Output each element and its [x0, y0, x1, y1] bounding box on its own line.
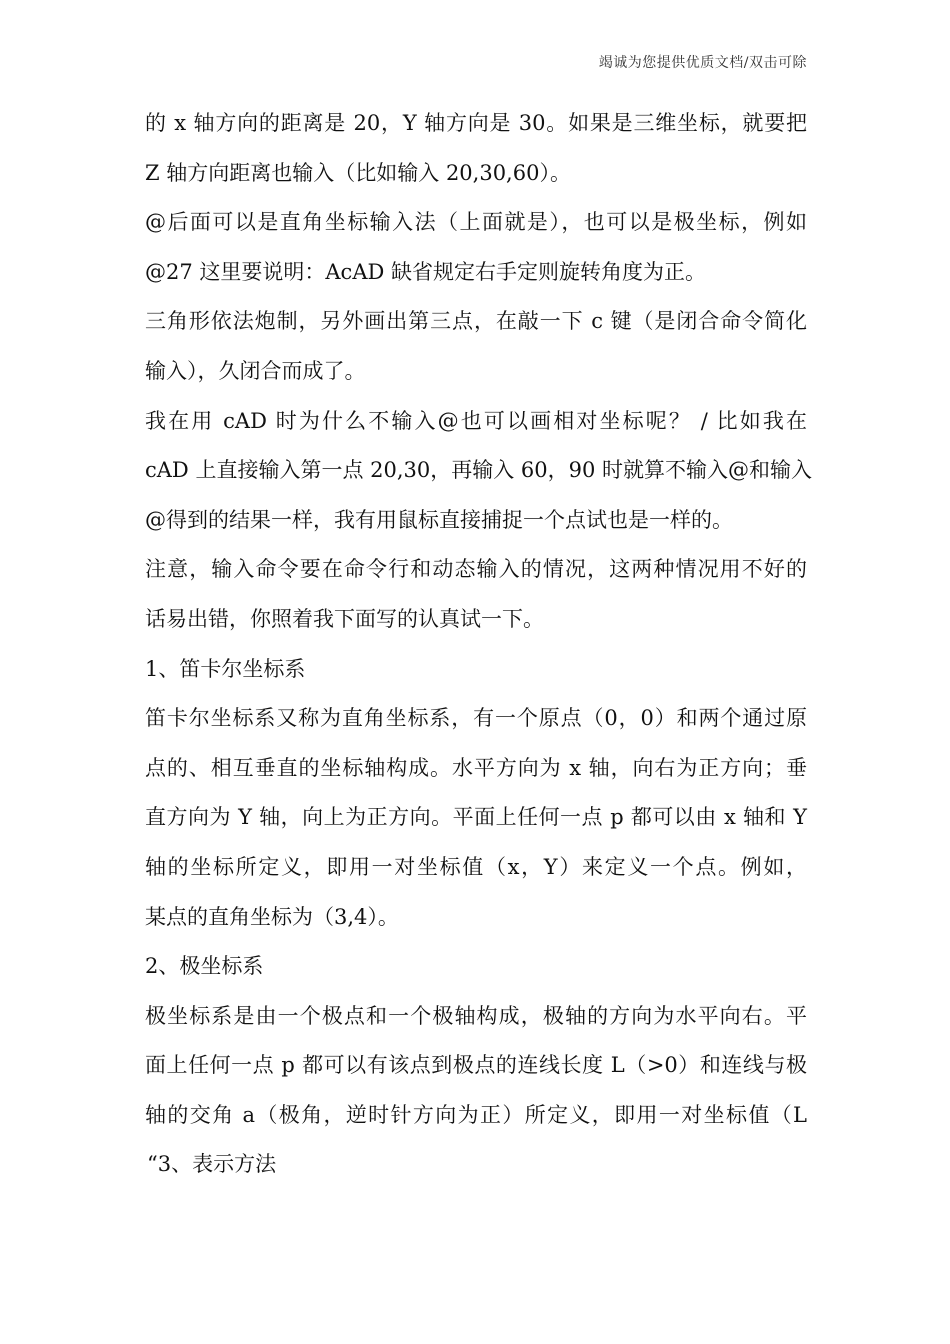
text-line: 轴的交角 a（极角，逆时针方向为正）所定义，即用一对坐标值（L [145, 1102, 807, 1127]
text-line: 某点的直角坐标为（3,4）。 [145, 904, 399, 929]
text-line: 输入），久闭合而成了。 [145, 358, 366, 383]
text-line: 我在用 cAD 时为什么不输入@也可以画相对坐标呢？ / 比如我在 [145, 408, 807, 433]
document-body [145, 99, 813, 1190]
text-line: 面上任何一点 p 都可以有该点到极点的连线长度 L（>0）和连线与极 [145, 1053, 807, 1078]
text-line: 三角形依法炮制，另外画出第三点，在敲一下 c 键（是闭合命令简化 [145, 309, 807, 334]
text-line: 轴的坐标所定义，即用一对坐标值（x，Y）来定义一个点。例如， [145, 854, 807, 879]
text-line: @得到的结果一样，我有用鼠标直接捕捉一个点试也是一样的。 [145, 507, 733, 532]
text-line: 笛卡尔坐标系又称为直角坐标系，有一个原点（0，0）和两个通过原 [145, 706, 807, 731]
text-line: 极坐标系是由一个极点和一个极轴构成，极轴的方向为水平向右。平 [145, 1003, 807, 1028]
section-heading: 2、极坐标系 [145, 954, 264, 979]
section-heading: “3、表示方法 [147, 1152, 277, 1177]
section-heading: 1、笛卡尔坐标系 [145, 656, 306, 681]
page-header: 竭诚为您提供优质文档/双击可除 [598, 55, 807, 71]
text-line: 直方向为 Y 轴，向上为正方向。平面上任何一点 p 都可以由 x 轴和 Y [145, 805, 807, 830]
text-line: Z 轴方向距离也输入（比如输入 20,30,60）。 [145, 160, 571, 185]
text-line: 点的、相互垂直的坐标轴构成。水平方向为 x 轴，向右为正方向；垂 [145, 755, 807, 780]
text-line: @27 这里要说明：AcAD 缺省规定右手定则旋转角度为正。 [145, 259, 706, 284]
text-line: 注意，输入命令要在命令行和动态输入的情况，这两种情况用不好的 [145, 557, 807, 582]
text-line: cAD 上直接输入第一点 20,30，再输入 60，90 时就算不输入@和输入 [145, 458, 813, 483]
text-line: @后面可以是直角坐标输入法（上面就是），也可以是极坐标，例如 [145, 210, 807, 235]
text-line: 的 x 轴方向的距离是 20，Y 轴方向是 30。如果是三维坐标，就要把 [145, 111, 807, 135]
text-line: 话易出错，你照着我下面写的认真试一下。 [145, 606, 544, 631]
